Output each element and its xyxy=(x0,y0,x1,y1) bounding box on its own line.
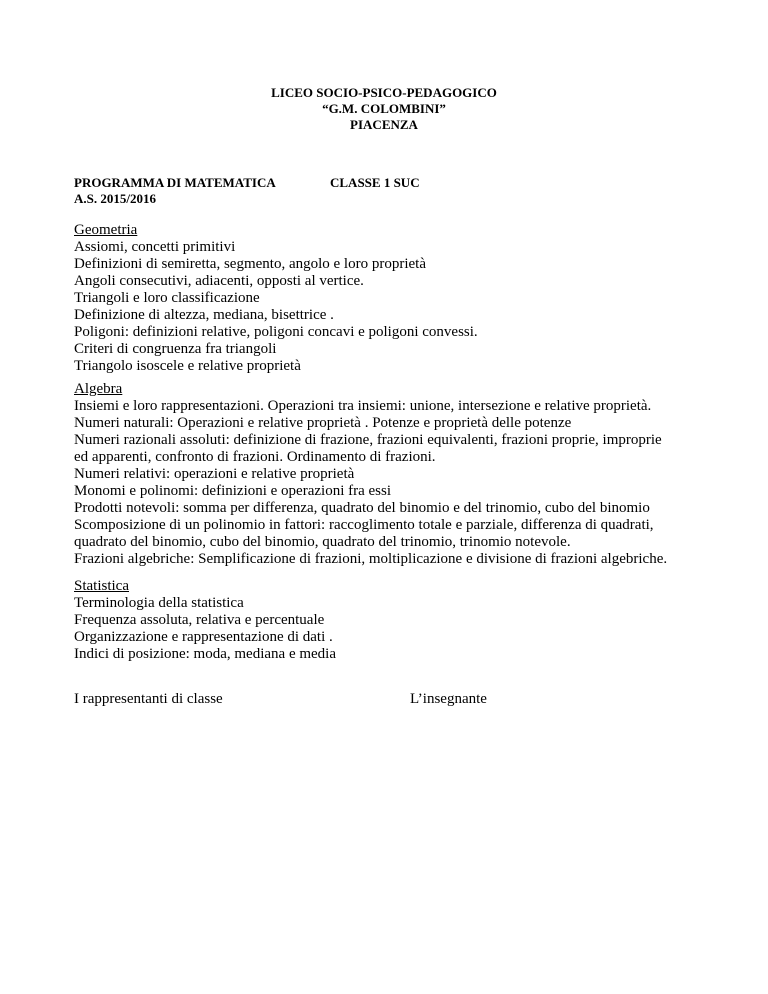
class-label: CLASSE 1 SUC xyxy=(330,175,420,190)
section-title: Algebra xyxy=(74,381,123,397)
section-line: Prodotti notevoli: somma per differenza, quadrato del binomio e del trinomio, cubo del binomio xyxy=(74,500,650,516)
section-line: Definizione di altezza, mediana, bisettrice . xyxy=(74,307,334,323)
section-line: Triangolo isoscele e relative proprietà xyxy=(74,358,301,374)
section-line: Organizzazione e rappresentazione di dati . xyxy=(74,629,333,645)
section-statistica xyxy=(74,578,714,663)
program-title-block xyxy=(74,175,276,207)
section-line: Numeri razionali assoluti: definizione di frazione, frazioni equivalenti, frazioni proprie, improprie xyxy=(74,432,662,448)
section-line: Numeri relativi: operazioni e relative proprietà xyxy=(74,466,355,482)
section-line: Insiemi e loro rappresentazioni. Operazioni tra insiemi: unione, intersezione e relative proprietà. xyxy=(74,398,652,414)
school-year: A.S. 2015/2016 xyxy=(74,191,156,206)
section-algebra xyxy=(74,381,714,568)
section-line: ed apparenti, confronto di frazioni. Ordinamento di frazioni. xyxy=(74,449,436,465)
section-line: Poligoni: definizioni relative, poligoni concavi e poligoni convessi. xyxy=(74,324,478,340)
section-title: Statistica xyxy=(74,578,129,594)
section-line: Frazioni algebriche: Semplificazione di frazioni, moltiplicazione e divisione di frazioni algebriche. xyxy=(74,551,668,567)
section-line: Triangoli e loro classificazione xyxy=(74,290,260,306)
school-city: PIACENZA xyxy=(350,117,418,132)
program-title: PROGRAMMA DI MATEMATICA xyxy=(74,175,276,190)
teacher-label: L’insegnante xyxy=(410,691,487,707)
section-line: Terminologia della statistica xyxy=(74,595,244,611)
section-line: Indici di posizione: moda, mediana e media xyxy=(74,646,337,662)
section-line: Scomposizione di un polinomio in fattori: raccoglimento totale e parziale, differenza di quadrati, xyxy=(74,517,654,533)
section-line: Criteri di congruenza fra triangoli xyxy=(74,341,277,357)
section-line: Numeri naturali: Operazioni e relative proprietà . Potenze e proprietà delle potenze xyxy=(74,415,572,431)
section-line: quadrato del binomio, cubo del binomio, quadrato del trinomio, trinomio notevole. xyxy=(74,534,571,550)
document-header xyxy=(0,85,768,133)
section-line: Definizioni di semiretta, segmento, angolo e loro proprietà xyxy=(74,256,426,272)
school-name: LICEO SOCIO-PSICO-PEDAGOGICO xyxy=(271,85,497,100)
section-line: Monomi e polinomi: definizioni e operazioni fra essi xyxy=(74,483,392,499)
section-line: Frequenza assoluta, relativa e percentuale xyxy=(74,612,325,628)
section-line: Angoli consecutivi, adiacenti, opposti al vertice. xyxy=(74,273,364,289)
section-line: Assiomi, concetti primitivi xyxy=(74,239,236,255)
student-representatives-label: I rappresentanti di classe xyxy=(74,691,223,707)
section-title: Geometria xyxy=(74,222,138,238)
section-geometria xyxy=(74,222,714,375)
school-dedication: “G.M. COLOMBINI” xyxy=(322,101,446,116)
